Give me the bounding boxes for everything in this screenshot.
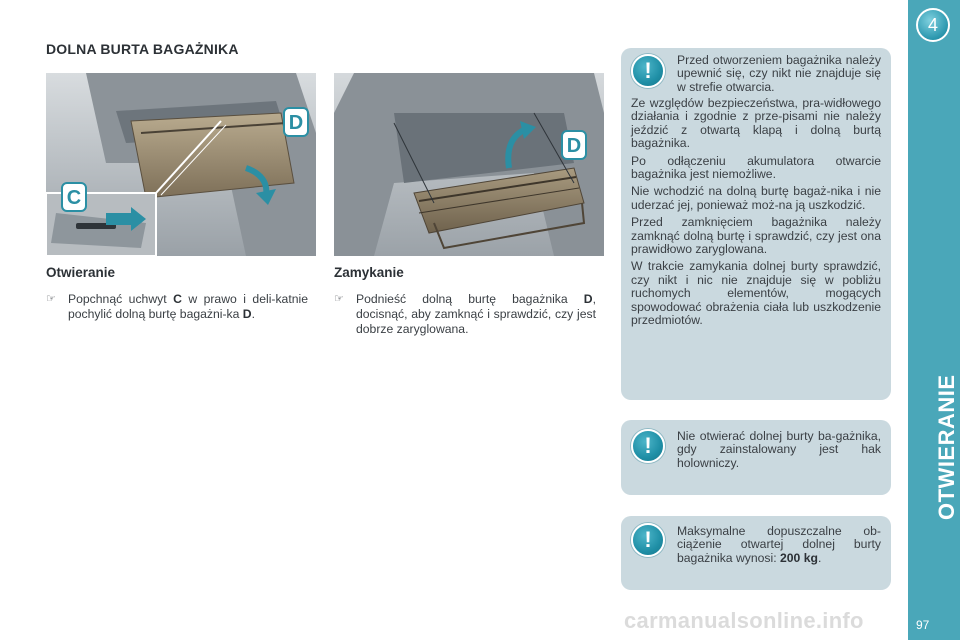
watermark: carmanualsonline.info	[624, 608, 864, 633]
warning-box-max-load	[621, 516, 891, 590]
warning-paragraphs	[631, 97, 881, 332]
chapter-number-badge: 4	[916, 8, 950, 42]
opening-instruction	[46, 292, 308, 322]
pointing-hand-icon: ☞	[334, 293, 344, 305]
closing-instruction	[334, 292, 596, 337]
warning-paragraph: Nie wchodzić na dolną burtę bagaż-nika i nie uderzać jej, ponieważ moż-na ją uszkodzić.	[631, 184, 881, 212]
trunk-opening-illustration	[46, 73, 316, 256]
opening-instruction-text: Popchnąć uchwyt C w prawo i deli-katnie pochylić dolną burtę bagażni-ka D.	[68, 292, 308, 321]
warning-paragraph: Przed zamknięciem bagażnika należy zamknąć dolną burtę i sprawdzić, czy jest ona prawidłowo zaryglowana.	[631, 215, 881, 257]
warning-box-tow-hitch	[621, 420, 891, 495]
trunk-closing-illustration	[334, 73, 604, 256]
exclamation-icon: !	[631, 429, 665, 463]
chapter-side-tab	[908, 0, 960, 640]
warning-paragraph: Ze względów bezpieczeństwa, pra-widłowego działania i zgodnie z prze-pisami nie należy jeździć z otwartą klapą i dolną burtą bagażnika.	[631, 96, 881, 151]
label-c-left: C	[66, 187, 82, 209]
closing-instruction-text: Podnieść dolną burtę bagażnika D, docisnąć, aby zamknąć i sprawdzić, czy jest dobrze zaryglowana.	[356, 292, 596, 336]
warning-max-load-text: Maksymalne dopuszczalne ob-ciążenie otwartej dolnej burty bagażnika wynosi: 200 kg.	[677, 524, 881, 565]
warning-intro: Przed otworzeniem bagażnika należy upewnić się, czy nikt nie znajduje się w strefie otwarcia.	[677, 53, 881, 94]
section-title: DOLNA BURTA BAGAŻNIKA	[46, 41, 239, 57]
warning-tow-hitch-text: Nie otwierać dolnej burty ba-gażnika, gdy zainstalowany jest hak holowniczy.	[677, 429, 881, 470]
label-d-right: D	[566, 135, 582, 157]
photo-closing	[334, 73, 604, 256]
warning-paragraph: Po odłączeniu akumulatora otwarcie bagażnika jest niemożliwe.	[631, 153, 881, 182]
page-number: 97	[916, 618, 930, 632]
opening-heading: Otwieranie	[46, 265, 116, 280]
chapter-label: OTWIERANIE	[934, 374, 959, 520]
exclamation-icon: !	[631, 523, 665, 557]
warning-box-safety	[621, 48, 891, 400]
closing-heading: Zamykanie	[334, 265, 404, 280]
warning-paragraph: W trakcie zamykania dolnej burty sprawdzić, czy nikt i nic nie znajduje się w pobliżu ruchomych elementów, mogących spowodować obrażenia ciała lub uszkodzenie przedmiotów.	[631, 259, 881, 328]
exclamation-icon: !	[631, 54, 665, 88]
photo-opening	[46, 73, 316, 256]
label-d-left: D	[288, 112, 304, 134]
pointing-hand-icon: ☞	[46, 293, 56, 305]
